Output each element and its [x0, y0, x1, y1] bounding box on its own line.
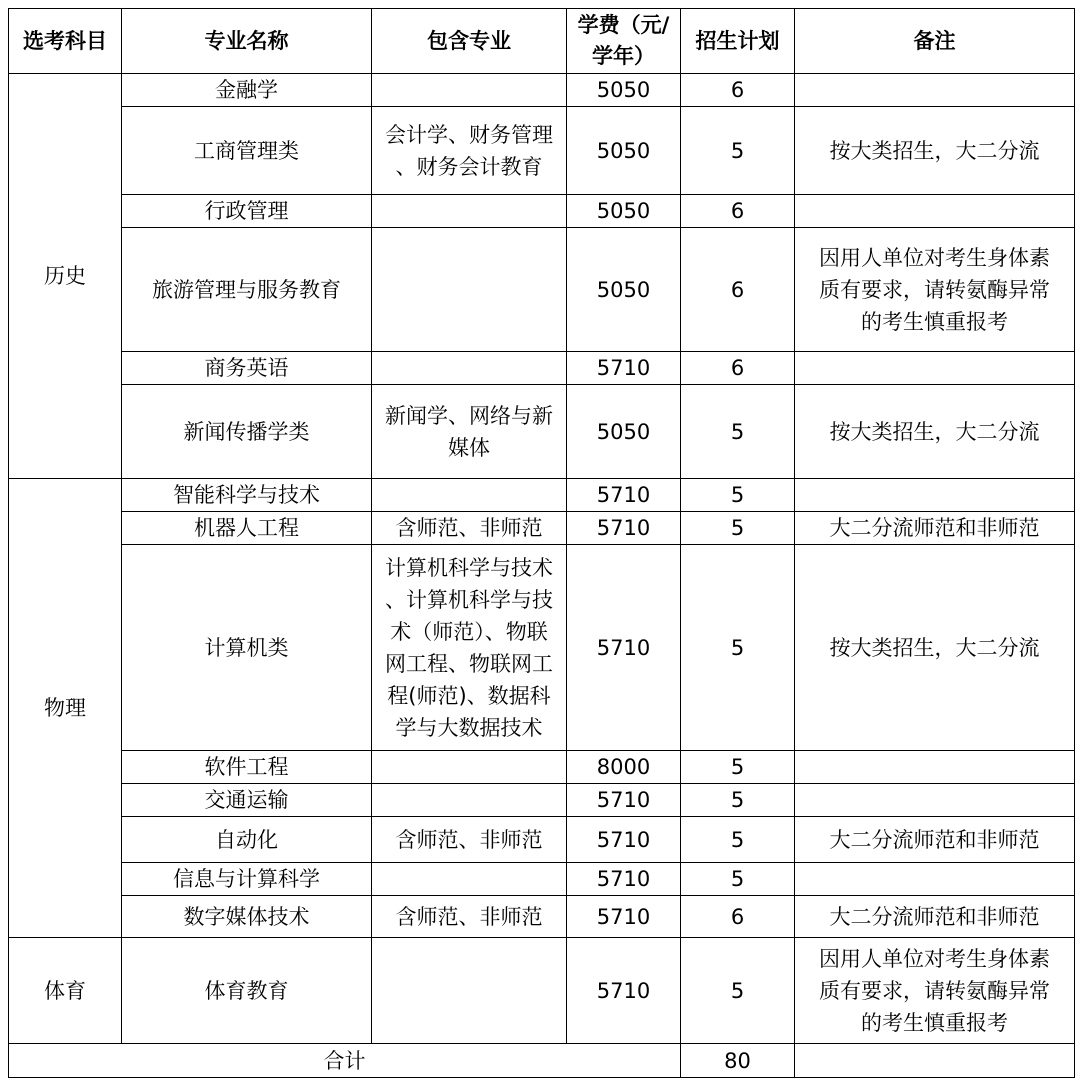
included-cell: 含师范、非师范: [372, 817, 567, 863]
tuition-cell: 5050: [567, 195, 681, 228]
table-row: [9, 545, 1075, 751]
plan-cell: 6: [681, 195, 795, 228]
table-row: [9, 938, 1075, 1044]
tuition-cell: 5710: [567, 817, 681, 863]
remark-cell: 大二分流师范和非师范: [795, 512, 1075, 545]
major-cell: 数字媒体技术: [122, 896, 372, 938]
included-cell: 会计学、财务管理 、财务会计教育: [372, 107, 567, 195]
header-plan: 招生计划: [681, 9, 795, 74]
table-row: [9, 74, 1075, 107]
table-row: [9, 896, 1075, 938]
tuition-cell: 5050: [567, 107, 681, 195]
header-remark: 备注: [795, 9, 1075, 74]
plan-cell: 6: [681, 228, 795, 352]
table-body: [9, 74, 1075, 1044]
remark-cell: 按大类招生，大二分流: [795, 385, 1075, 479]
plan-cell: 5: [681, 107, 795, 195]
tuition-cell: 5050: [567, 385, 681, 479]
table-row: [9, 352, 1075, 385]
tuition-cell: 5710: [567, 545, 681, 751]
major-cell: 自动化: [122, 817, 372, 863]
included-cell: [372, 352, 567, 385]
header-row: [9, 9, 1075, 74]
major-cell: 金融学: [122, 74, 372, 107]
major-cell: 机器人工程: [122, 512, 372, 545]
remark-cell: 按大类招生，大二分流: [795, 107, 1075, 195]
included-cell: 新闻学、网络与新 媒体: [372, 385, 567, 479]
tuition-cell: 5050: [567, 74, 681, 107]
tuition-cell: 5050: [567, 228, 681, 352]
table-row: [9, 751, 1075, 784]
table-row: [9, 385, 1075, 479]
total-row: [9, 1044, 1075, 1078]
included-cell: [372, 74, 567, 107]
header-included: 包含专业: [372, 9, 567, 74]
major-cell: 商务英语: [122, 352, 372, 385]
plan-cell: 5: [681, 512, 795, 545]
plan-cell: 5: [681, 479, 795, 512]
total-plan: 80: [681, 1044, 795, 1078]
major-cell: 智能科学与技术: [122, 479, 372, 512]
header-major: 专业名称: [122, 9, 372, 74]
remark-cell: 大二分流师范和非师范: [795, 817, 1075, 863]
remark-cell: [795, 863, 1075, 896]
plan-cell: 5: [681, 817, 795, 863]
tuition-cell: 5710: [567, 938, 681, 1044]
tuition-cell: 5710: [567, 784, 681, 817]
major-cell: 工商管理类: [122, 107, 372, 195]
remark-cell: [795, 352, 1075, 385]
subject-cell: 物理: [9, 479, 122, 938]
total-remark: [795, 1044, 1075, 1078]
included-cell: [372, 195, 567, 228]
included-cell: [372, 863, 567, 896]
plan-cell: 5: [681, 545, 795, 751]
remark-cell: 因用人单位对考生身体素 质有要求，请转氨酶异常 的考生慎重报考: [795, 938, 1075, 1044]
included-cell: [372, 479, 567, 512]
subject-cell: 历史: [9, 74, 122, 479]
plan-cell: 6: [681, 352, 795, 385]
remark-cell: 因用人单位对考生身体素 质有要求，请转氨酶异常 的考生慎重报考: [795, 228, 1075, 352]
remark-cell: 大二分流师范和非师范: [795, 896, 1075, 938]
major-cell: 体育教育: [122, 938, 372, 1044]
included-cell: 计算机科学与技术 、计算机科学与技 术（师范）、物联 网工程、物联网工 程(师范)、数据科 学与大数据技术: [372, 545, 567, 751]
included-cell: 含师范、非师范: [372, 512, 567, 545]
tuition-cell: 8000: [567, 751, 681, 784]
remark-cell: [795, 74, 1075, 107]
remark-cell: [795, 195, 1075, 228]
plan-cell: 6: [681, 896, 795, 938]
table-row: [9, 863, 1075, 896]
table-row: [9, 228, 1075, 352]
remark-cell: [795, 751, 1075, 784]
plan-cell: 5: [681, 784, 795, 817]
tuition-cell: 5710: [567, 896, 681, 938]
header-subject: 选考科目: [9, 9, 122, 74]
major-cell: 计算机类: [122, 545, 372, 751]
tuition-cell: 5710: [567, 512, 681, 545]
included-cell: [372, 751, 567, 784]
table-row: [9, 195, 1075, 228]
remark-cell: 按大类招生，大二分流: [795, 545, 1075, 751]
remark-cell: [795, 479, 1075, 512]
tuition-cell: 5710: [567, 479, 681, 512]
major-cell: 信息与计算科学: [122, 863, 372, 896]
major-cell: 软件工程: [122, 751, 372, 784]
table-row: [9, 107, 1075, 195]
plan-cell: 5: [681, 938, 795, 1044]
plan-cell: 5: [681, 385, 795, 479]
plan-cell: 5: [681, 751, 795, 784]
included-cell: [372, 938, 567, 1044]
included-cell: 含师范、非师范: [372, 896, 567, 938]
major-cell: 新闻传播学类: [122, 385, 372, 479]
table-row: [9, 817, 1075, 863]
major-cell: 行政管理: [122, 195, 372, 228]
included-cell: [372, 228, 567, 352]
total-label: 合计: [9, 1044, 681, 1078]
plan-cell: 6: [681, 74, 795, 107]
table-row: [9, 512, 1075, 545]
remark-cell: [795, 784, 1075, 817]
subject-cell: 体育: [9, 938, 122, 1044]
table-row: [9, 784, 1075, 817]
table-row: [9, 479, 1075, 512]
major-cell: 旅游管理与服务教育: [122, 228, 372, 352]
included-cell: [372, 784, 567, 817]
tuition-cell: 5710: [567, 863, 681, 896]
enrollment-plan-table: [8, 8, 1075, 1078]
plan-cell: 5: [681, 863, 795, 896]
major-cell: 交通运输: [122, 784, 372, 817]
tuition-cell: 5710: [567, 352, 681, 385]
header-tuition: 学费（元/ 学年）: [567, 9, 681, 74]
